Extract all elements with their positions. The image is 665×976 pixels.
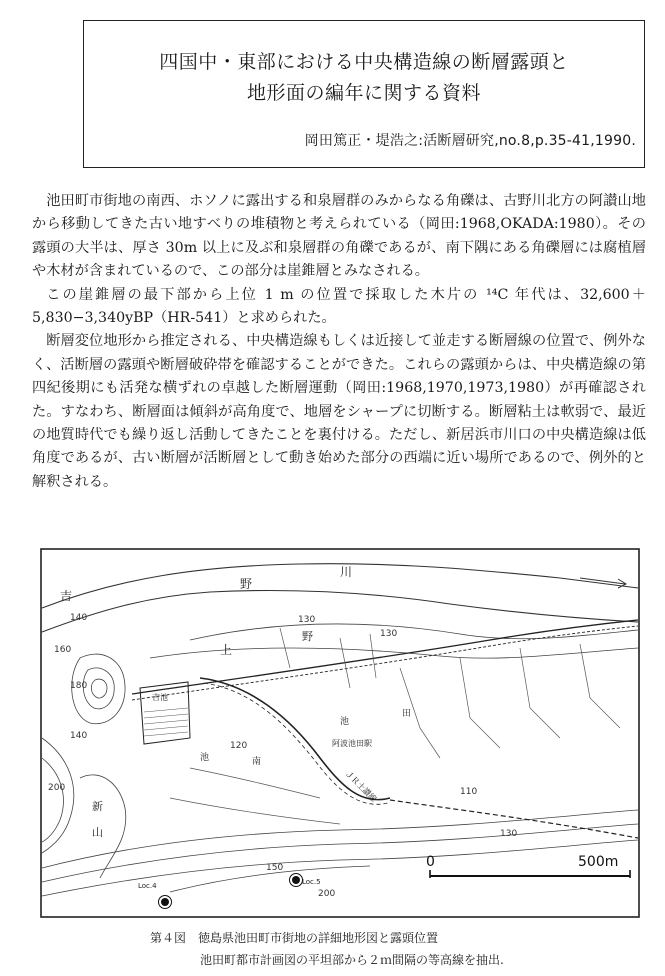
figure-caption-note: 池田町都市計画図の平坦部から２ｍ間隔の等高線を抽出.	[200, 953, 504, 967]
label-minami: 南	[252, 757, 262, 767]
contour-label: 200	[48, 783, 66, 793]
loc-4-label: Loc.4	[138, 882, 157, 890]
label-no2: 野	[302, 630, 313, 643]
contour-label: 200	[318, 889, 336, 899]
label-ike2: 池	[200, 753, 210, 763]
loc-4-marker	[161, 898, 169, 906]
paragraph-1: 池田町市街地の南西、ホソノに露出する和泉層群のみからなる角礫は、古野川北方の阿讃山地から移動してきた古い地すべりの堆積物と考えられている（岡田:1968,OKADA:1980）。その露頭の大半は、厚さ 30m 以上に及ぶ和泉層群の角礫であるが、南下隅にある角礫層には腐植層や木材が含まれているので、この部分は崖錐層とみなされる。	[32, 193, 646, 280]
label-ta: 田	[402, 709, 412, 719]
paragraph-3: 断層変位地形から推定される、中央構造線もしくは近接して並走する断層線の位置で、例外なく、活断層の露頭や断層破砕帯を確認することができた。これらの露頭からは、中央構造線の第四紀後期にも活発な横ずれの卓越した断層運動（岡田:1968,1970,1973,1980）が再確認された。すなわち、断層面は傾斜が高角度で、地層をシャープに切断する。断層粘土は軟弱で、最近の地質時代でも繰り返し活動してきたことを裏付ける。ただし、新居浜市川口の中央構造線は低角度であるが、古い断層が活断層として動き始めた部分の西端に近い場所であるので、例外的と解釈される。	[32, 333, 646, 490]
label-ike: 池	[340, 717, 350, 727]
contour-label: 130	[298, 615, 316, 625]
contour-label: 140	[70, 613, 88, 623]
contour-label: 120	[230, 741, 248, 751]
paragraph-2: この崖錐層の最下部から上位 1 m の位置で採取した木片の ¹⁴C 年代は、32,600＋5,830−3,340yBP（HR-541）と求められた。	[32, 286, 646, 327]
citation: 岡田篤正・堤浩之:活断層研究,no.8,p.35-41,1990.	[304, 133, 636, 149]
scale-end-label: 500m	[578, 854, 619, 870]
contour-label: 130	[380, 629, 398, 639]
topographic-map	[40, 548, 640, 918]
label-jr-line: ＪＲ土讃線	[343, 769, 379, 804]
loc-5-marker	[292, 876, 300, 884]
label-yoshiike: 吉池	[152, 693, 168, 702]
title-line-1: 四国中・東部における中央構造線の断層露頭と	[159, 51, 569, 73]
label-yama: 山	[92, 826, 103, 839]
figure-caption: 第４図 徳島県池田町市街地の詳細地形図と露頭位置	[150, 931, 439, 945]
label-shin: 新	[92, 800, 103, 813]
scale-start-label: 0	[426, 854, 435, 870]
label-station: 阿波池田駅	[332, 739, 372, 748]
contour-label: 150	[266, 863, 284, 873]
label-kawa: 川	[340, 565, 353, 579]
body-text	[32, 190, 646, 494]
label-no: 野	[240, 577, 253, 591]
contour-label: 140	[70, 731, 88, 741]
label-kami: 上	[220, 643, 233, 657]
contour-label: 110	[460, 787, 478, 797]
label-yoshi: 吉	[60, 589, 73, 603]
map-svg	[40, 548, 640, 918]
title-line-2: 地形面の編年に関する資料	[246, 82, 481, 104]
contour-label: 180	[70, 681, 88, 691]
contour-label: 130	[500, 829, 518, 839]
title-box	[83, 20, 645, 168]
contour-label: 160	[54, 645, 72, 655]
loc-5-label: Loc.5	[302, 878, 321, 886]
